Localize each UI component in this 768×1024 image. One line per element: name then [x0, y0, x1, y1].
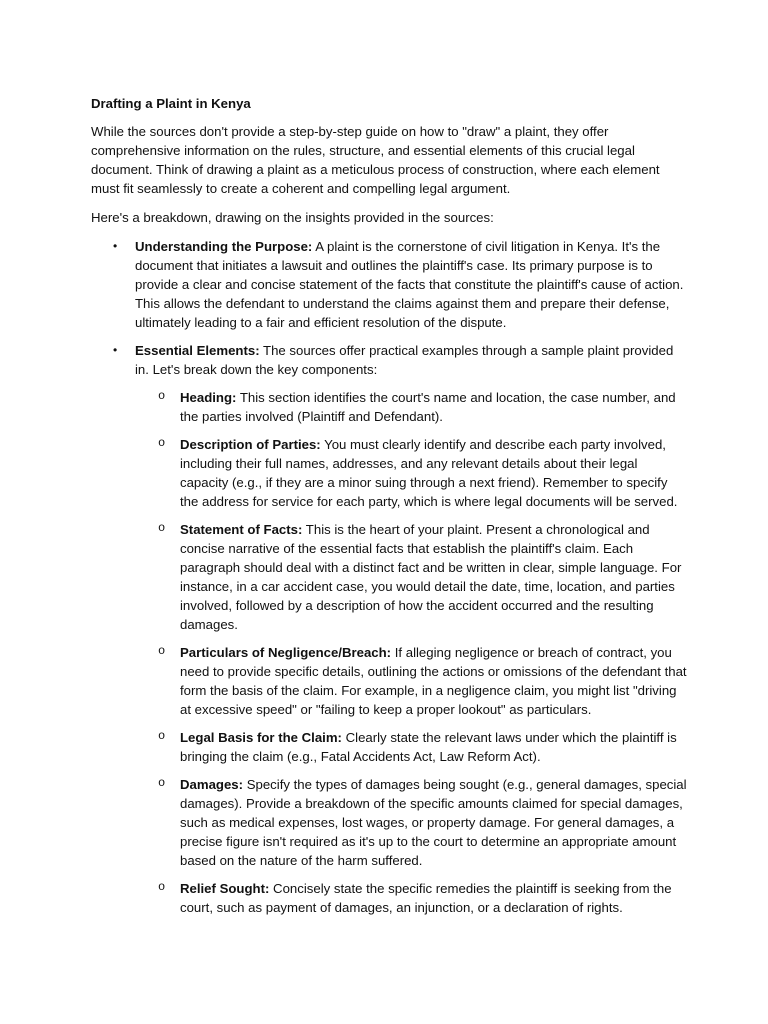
sub-item-text: You must clearly identify and describe each party involved, including their full names, addresses, and any relevant details about their legal capacity (e.g., if they are a minor suing through a next friend). Remember to specify the address for service for each party, which is where legal documents will be served.	[180, 437, 678, 509]
sub-item-term: Statement of Facts:	[180, 522, 303, 537]
sub-item-text: Specify the types of damages being sought (e.g., general damages, special damages). Provide a breakdown of the specific amounts claimed for special damages, such as medical expenses, lost wages, or property damage. For general damages, a precise figure isn't required as it's up to the court to determine an appropriate amount based on the nature of the harm suffered.	[180, 777, 687, 868]
sub-bullet-marker: o	[158, 880, 166, 894]
sub-bullet-marker: o	[158, 776, 166, 790]
components-sub-list	[135, 388, 689, 917]
sub-item-text: This is the heart of your plaint. Present a chronological and concise narrative of the essential facts that establish the plaintiff's claim. Each paragraph should deal with a distinct fact and be written in clear, simple language. For instance, in a car accident case, you would detail the date, time, location, and parties involved, followed by a description of how the accident occurred and the resulting damages.	[180, 522, 682, 632]
sub-item-parties	[135, 435, 689, 511]
list-item-purpose	[91, 237, 689, 332]
item-term: Understanding the Purpose:	[135, 239, 313, 254]
document-page	[91, 94, 689, 926]
sub-item-text: This section identifies the court's name and location, the case number, and the parties involved (Plaintiff and Defendant).	[180, 390, 676, 424]
item-text: A plaint is the cornerstone of civil litigation in Kenya. It's the document that initiates a lawsuit and outlines the plaintiff's case. Its primary purpose is to provide a clear and concise statement of the facts that constitute the plaintiff's cause of action. This allows the defendant to understand the claims against them and prepare their defense, ultimately leading to a fair and efficient resolution of the dispute.	[135, 239, 684, 330]
sub-item-facts	[135, 520, 689, 634]
sub-item-text: Concisely state the specific remedies the plaintiff is seeking from the court, such as payment of damages, an injunction, or a declaration of rights.	[180, 881, 672, 915]
sub-item-term: Relief Sought:	[180, 881, 270, 896]
sub-bullet-marker: o	[158, 644, 166, 658]
sub-item-legal-basis	[135, 728, 689, 766]
main-bullet-list	[91, 237, 689, 917]
sub-item-text: Clearly state the relevant laws under which the plaintiff is bringing the claim (e.g., Fatal Accidents Act, Law Reform Act).	[180, 730, 677, 764]
sub-item-term: Legal Basis for the Claim:	[180, 730, 342, 745]
item-text: The sources offer practical examples through a sample plaint provided in. Let's break down the key components:	[135, 343, 674, 377]
sub-item-term: Description of Parties:	[180, 437, 321, 452]
sub-item-term: Particulars of Negligence/Breach:	[180, 645, 392, 660]
document-title: Drafting a Plaint in Kenya	[91, 96, 251, 111]
list-item-elements	[91, 341, 689, 917]
item-term: Essential Elements:	[135, 343, 260, 358]
lead-paragraph: Here's a breakdown, drawing on the insights provided in the sources:	[91, 210, 494, 225]
sub-item-heading	[135, 388, 689, 426]
sub-item-text: If alleging negligence or breach of contract, you need to provide specific details, outlining the actions or omissions of the defendant that form the basis of the claim. For example, in a negligence claim, you might list "driving at excessive speed" or "failing to keep a proper lookout" as particulars.	[180, 645, 687, 717]
bullet-marker: •	[113, 343, 118, 357]
sub-bullet-marker: o	[158, 729, 166, 743]
sub-item-damages	[135, 775, 689, 870]
bullet-marker: •	[113, 239, 118, 253]
sub-item-term: Damages:	[180, 777, 244, 792]
sub-bullet-marker: o	[158, 436, 166, 450]
sub-item-relief	[135, 879, 689, 917]
sub-item-negligence	[135, 643, 689, 719]
sub-bullet-marker: o	[158, 521, 166, 535]
intro-paragraph: While the sources don't provide a step-by-step guide on how to "draw" a plaint, they offer comprehensive information on the rules, structure, and essential elements of this crucial legal document. Think of drawing a plaint as a meticulous process of construction, where each element must fit seamlessly to create a coherent and compelling legal argument.	[91, 124, 660, 196]
sub-bullet-marker: o	[158, 389, 166, 403]
sub-item-term: Heading:	[180, 390, 237, 405]
